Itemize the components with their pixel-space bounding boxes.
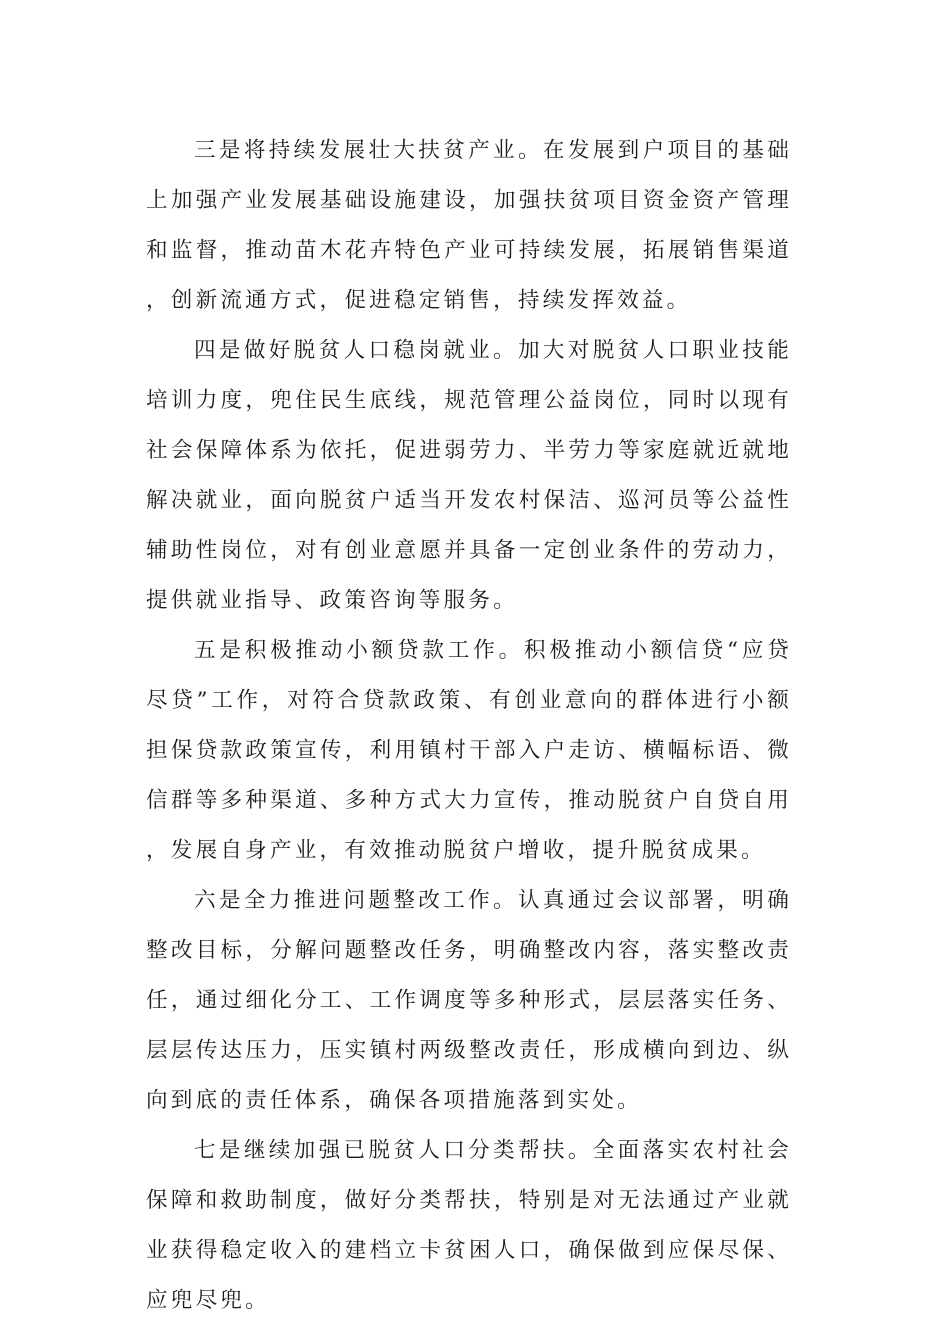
document-body bbox=[146, 126, 792, 1326]
paragraph-rectification: 六是全力推进问题整改工作。认真通过会议部署，明确整改目标，分解问题整改任务，明确整改内容，落实整改责任，通过细化分工、工作调度等多种形式，层层落实任务、层层传达压力，压实镇村两级整改责任，形成横向到边、纵向到底的责任体系，确保各项措施落到实处。 bbox=[146, 888, 792, 1113]
paragraph-assistance: 七是继续加强已脱贫人口分类帮扶。全面落实农村社会保障和救助制度，做好分类帮扶，特别是对无法通过产业就业获得稳定收入的建档立卡贫困人口，确保做到应保尽保、应兜尽兜。 bbox=[146, 1138, 792, 1313]
paragraph-industry: 三是将持续发展壮大扶贫产业。在发展到户项目的基础上加强产业发展基础设施建设，加强扶贫项目资金资产管理和监督，推动苗木花卉特色产业可持续发展，拓展销售渠道，创新流通方式，促进稳定销售，持续发挥效益。 bbox=[146, 138, 792, 313]
paragraph-employment: 四是做好脱贫人口稳岗就业。加大对脱贫人口职业技能培训力度，兜住民生底线，规范管理公益岗位，同时以现有社会保障体系为依托，促进弱劳力、半劳力等家庭就近就地解决就业，面向脱贫户适当开发农村保洁、巡河员等公益性辅助性岗位，对有创业意愿并具备一定创业条件的劳动力，提供就业指导、政策咨询等服务。 bbox=[146, 338, 792, 613]
paragraph-microloan: 五是积极推动小额贷款工作。积极推动小额信贷“应贷尽贷”工作，对符合贷款政策、有创业意向的群体进行小额担保贷款政策宣传，利用镇村干部入户走访、横幅标语、微信群等多种渠道、多种方式大力宣传，推动脱贫户自贷自用，发展自身产业，有效推动脱贫户增收，提升脱贫成果。 bbox=[146, 638, 792, 863]
